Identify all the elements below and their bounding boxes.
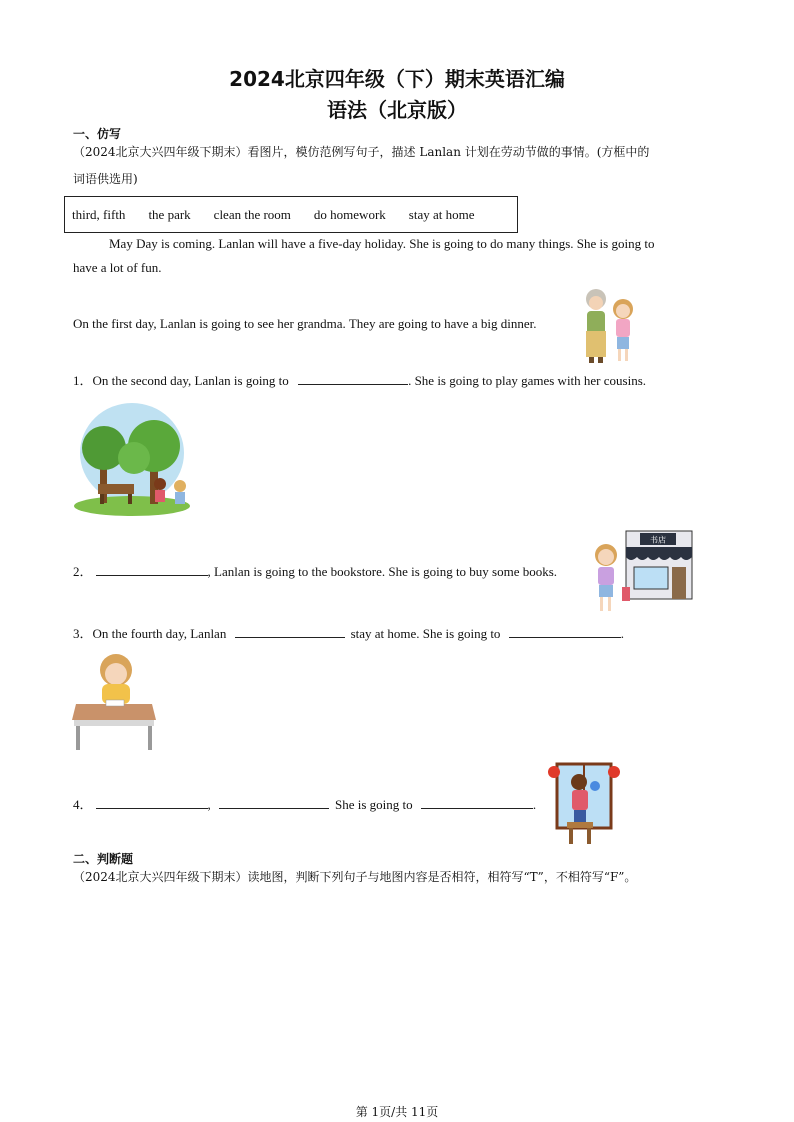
question-number: 4． <box>73 797 93 812</box>
section-heading: 一、仿写 <box>73 127 122 141</box>
passage-line: May Day is coming. Lanlan will have a five-day holiday. She is going to do many things. She is going to <box>109 236 655 251</box>
answer-blank[interactable] <box>96 796 208 809</box>
bookstore-sign: 书店 <box>650 535 666 545</box>
word-bank-item: do homework <box>313 206 386 222</box>
question-3: 3．On the fourth day, Lanlan stay at home. She is going to . <box>73 626 624 641</box>
question-2: 2． , Lanlan is going to the bookstore. She is going to buy some books. <box>73 564 558 579</box>
instruction-line: （2024北京大兴四年级下期末）看图片，模仿范例写句子，描述 Lanlan 计划在劳动节做的事情。(方框中的 <box>73 145 650 159</box>
instruction-line: 词语供选用) <box>73 172 138 186</box>
answer-blank[interactable] <box>298 372 408 385</box>
girl-desk-picture <box>72 650 158 752</box>
word-bank-item: stay at home <box>408 206 475 222</box>
document-title: 2024北京四年级（下）期末英语汇编 <box>229 67 565 91</box>
example-sentence: On the first day, Lanlan is going to see her grandma. They are going to have a big dinner. <box>73 316 537 331</box>
section-heading: 二、判断题 <box>73 852 134 866</box>
answer-blank[interactable] <box>509 625 621 638</box>
answer-blank[interactable] <box>96 563 208 576</box>
answer-blank[interactable] <box>421 796 533 809</box>
instruction-line: （2024北京大兴四年级下期末）读地图，判断下列句子与地图内容是否相符，相符写“T”，不相符写“F”。 <box>73 870 637 884</box>
page-number: 第 1页/共 11页 <box>355 1105 439 1119</box>
girl-window-picture <box>547 760 621 848</box>
question-number: 2． <box>73 564 93 579</box>
word-bank-box <box>64 196 518 233</box>
answer-blank[interactable] <box>235 625 345 638</box>
park-picture <box>72 398 196 520</box>
word-bank-item: clean the room <box>213 206 291 222</box>
bookstore-picture <box>588 527 700 615</box>
answer-blank[interactable] <box>219 796 329 809</box>
question-number: 3． <box>73 626 93 641</box>
question-number: 1． <box>73 373 93 388</box>
passage-line: have a lot of fun. <box>73 260 162 275</box>
document-subtitle: 语法（北京版） <box>327 98 467 122</box>
word-bank-item: the park <box>148 206 191 222</box>
word-bank-item: third, fifth <box>72 206 126 222</box>
question-4: 4． , She is going to . <box>73 797 537 812</box>
grandma-girl-picture <box>578 287 642 365</box>
question-1: 1．On the second day, Lanlan is going to . She is going to play games with her cousins. <box>73 373 647 388</box>
